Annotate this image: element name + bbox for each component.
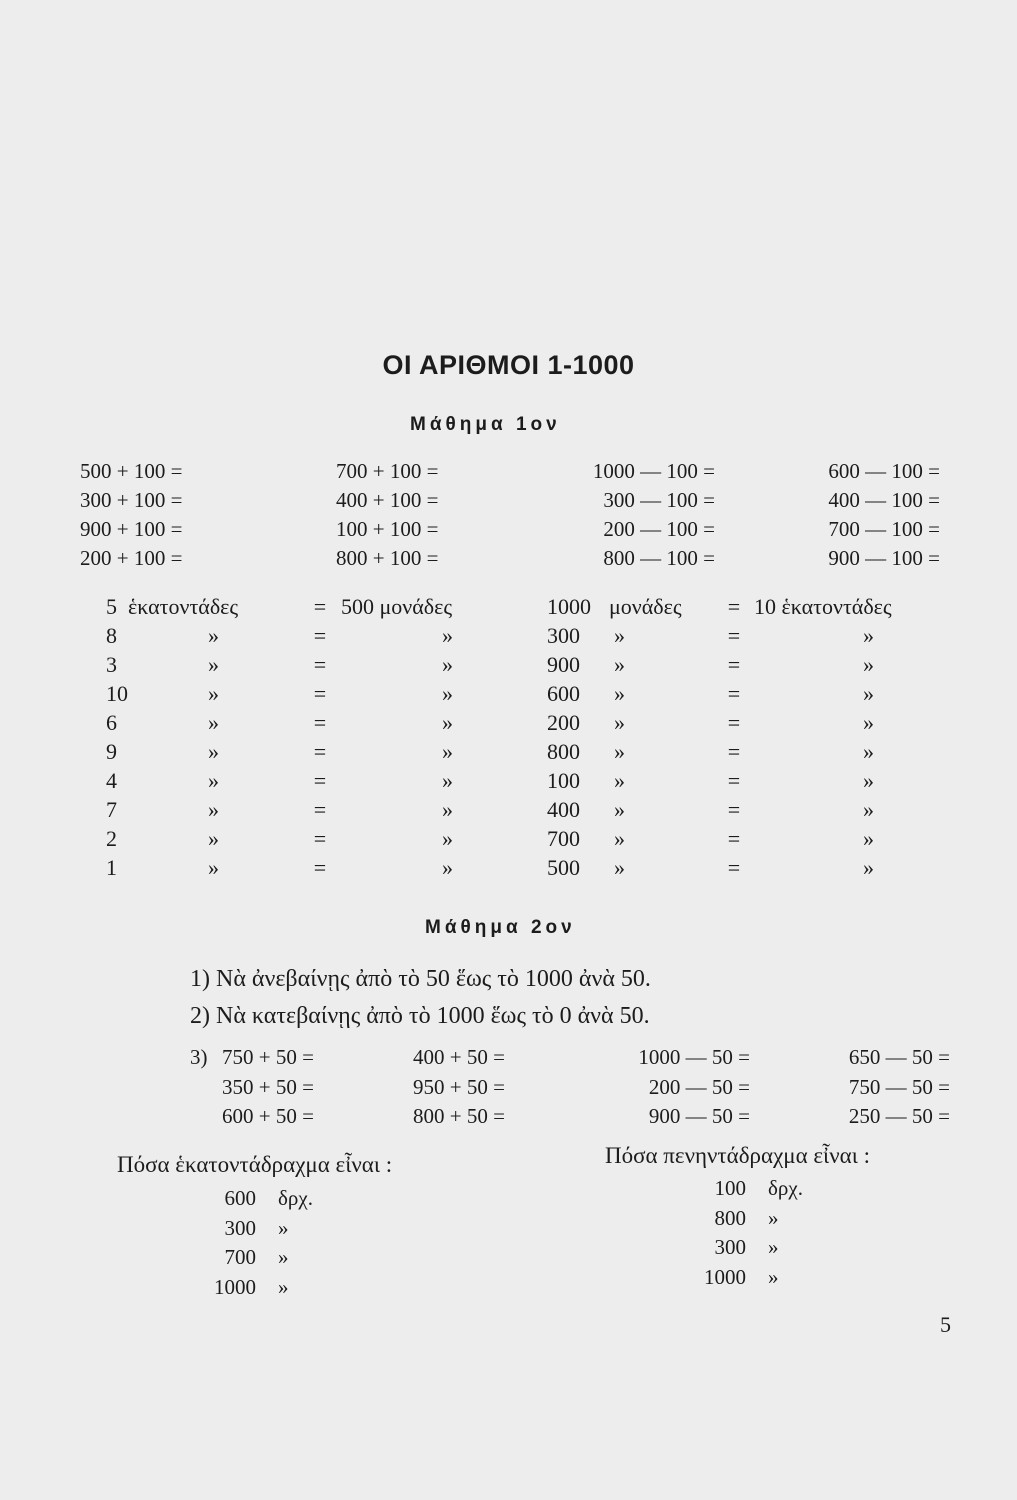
ditto-mark: » <box>208 681 219 706</box>
equals-sign: = <box>727 623 741 648</box>
ditto-mark: » <box>442 768 453 793</box>
equation: 600 + 50 = <box>222 1104 314 1128</box>
equals-sign: = <box>313 739 327 764</box>
amount: 300 <box>224 1215 256 1240</box>
unit-label: ἑκατοντάδες <box>128 594 239 619</box>
equals-sign: = <box>727 652 741 677</box>
units-counts <box>547 592 591 882</box>
hundreds-unit-column <box>128 592 238 621</box>
equation: 250 — 50 = <box>848 1104 950 1128</box>
lesson-1-heading: Μάθημα 1ον <box>410 414 561 435</box>
unit: » <box>768 1205 779 1230</box>
equation: 750 — 50 = <box>848 1074 950 1099</box>
addition-column-2 <box>336 457 438 573</box>
hundreds-ditto-column <box>208 621 219 882</box>
equation: 200 — 50 = <box>648 1074 750 1099</box>
ditto-mark: » <box>863 623 874 648</box>
ditto-mark: » <box>614 681 625 706</box>
subtraction-column-2 <box>790 457 940 573</box>
page-number: 5 <box>940 1312 951 1337</box>
result-label: μονάδες <box>379 594 453 619</box>
count: 5 <box>106 594 117 619</box>
equation: 950 + 50 = <box>413 1074 505 1099</box>
count: 2 <box>106 826 117 851</box>
value: 500 <box>341 594 374 619</box>
equation: 200 — 100 = <box>603 517 715 541</box>
ditto-mark: » <box>614 768 625 793</box>
ditto-mark: » <box>863 710 874 735</box>
equals-sign: = <box>313 768 327 793</box>
equation: 300 — 100 = <box>603 488 715 512</box>
count: 900 <box>547 652 580 677</box>
ditto-mark: » <box>863 797 874 822</box>
unit: » <box>768 1264 779 1289</box>
equals-sign: = <box>313 855 327 880</box>
count: 800 <box>547 739 580 764</box>
ditto-mark: » <box>208 855 219 880</box>
equals-sign: = <box>313 797 327 822</box>
ditto-mark: » <box>442 681 453 706</box>
question-fifty-drachma: Πόσα πενηντάδραχμα εἶναι : <box>605 1143 871 1168</box>
equals-sign: = <box>727 768 741 793</box>
task-3-label: 3) <box>190 1045 208 1069</box>
units-result-ditto-column <box>863 621 874 882</box>
equation: 750 + 50 = <box>222 1045 314 1069</box>
question-hundred-drachma: Πόσα ἑκατοντάδραχμα εἶναι : <box>117 1152 393 1177</box>
equals-sign: = <box>727 797 741 822</box>
count: 400 <box>547 797 580 822</box>
task-2: 2) Νὰ κατεβαίνῃς ἀπὸ τὸ 1000 ἕως τὸ 0 ἀνὰ 50. <box>190 1003 650 1029</box>
ditto-mark: » <box>614 826 625 851</box>
value: 10 <box>754 594 776 619</box>
equation: 1000 — 100 = <box>592 459 715 483</box>
unit: » <box>768 1235 779 1259</box>
unit: » <box>278 1274 289 1299</box>
count: 6 <box>106 710 117 735</box>
units-equals-column <box>716 592 752 882</box>
equation: 700 — 100 = <box>828 517 940 541</box>
hundreds-result-ditto-column <box>442 621 453 882</box>
ditto-mark: » <box>442 826 453 851</box>
count: 100 <box>547 768 580 793</box>
result-label: ἑκατοντάδες <box>781 594 892 619</box>
ditto-mark: » <box>863 652 874 677</box>
equals-sign: = <box>727 826 741 851</box>
ditto-mark: » <box>614 652 625 677</box>
count: 4 <box>106 768 117 793</box>
equals-sign: = <box>313 652 327 677</box>
count: 200 <box>547 710 580 735</box>
right-units <box>768 1174 803 1292</box>
ditto-mark: » <box>614 739 625 764</box>
amount: 600 <box>224 1186 256 1210</box>
count: 600 <box>547 681 580 706</box>
task-3-column-1 <box>222 1043 314 1132</box>
ditto-mark: » <box>208 797 219 822</box>
amount: 1000 <box>214 1274 256 1299</box>
unit-label: μονάδες <box>609 594 682 619</box>
amount: 300 <box>714 1235 746 1259</box>
ditto-mark: » <box>614 797 625 822</box>
unit: δρχ. <box>278 1186 313 1210</box>
equals-sign: = <box>727 710 741 735</box>
equals-sign: = <box>727 681 741 706</box>
count: 1 <box>106 855 117 880</box>
ditto-mark: » <box>614 623 625 648</box>
equals-sign: = <box>313 681 327 706</box>
units-unit-column <box>609 592 682 621</box>
equation: 400 + 100 = <box>336 488 439 512</box>
ditto-mark: » <box>208 652 219 677</box>
count: 8 <box>106 623 117 648</box>
task-3-column-4 <box>790 1043 950 1132</box>
equation: 300 + 100 = <box>80 488 183 512</box>
equals-sign: = <box>313 623 327 648</box>
equation: 800 + 50 = <box>413 1104 505 1128</box>
amount: 100 <box>714 1176 746 1200</box>
count: 3 <box>106 652 117 677</box>
lesson-2-heading: Μάθημα 2ον <box>425 917 576 938</box>
task-1: 1) Νὰ ἀνεβαίνῃς ἀπὸ τὸ 50 ἕως τὸ 1000 ἀνὰ 50. <box>190 966 651 992</box>
equals-sign: = <box>313 710 327 735</box>
task-3-column-3 <box>580 1043 750 1132</box>
equals-sign: = <box>727 855 741 880</box>
equation: 400 + 50 = <box>413 1045 505 1069</box>
right-amounts <box>680 1174 746 1292</box>
count: 7 <box>106 797 117 822</box>
equation: 1000 — 50 = <box>638 1045 750 1069</box>
subtraction-column-1 <box>545 457 715 573</box>
ditto-mark: » <box>863 681 874 706</box>
amount: 700 <box>224 1245 256 1269</box>
task-3-column-2 <box>413 1043 505 1132</box>
ditto-mark: » <box>614 855 625 880</box>
unit: δρχ. <box>768 1176 803 1200</box>
ditto-mark: » <box>863 826 874 851</box>
ditto-mark: » <box>442 855 453 880</box>
left-amounts <box>190 1184 256 1302</box>
equals-sign: = <box>727 594 741 619</box>
equation: 900 — 50 = <box>648 1104 750 1128</box>
unit: » <box>278 1215 289 1240</box>
equation: 700 + 100 = <box>336 459 439 483</box>
ditto-mark: » <box>208 768 219 793</box>
page-title: ΟΙ ΑΡΙΘΜΟΙ 1-1000 <box>382 350 635 380</box>
equation: 900 — 100 = <box>828 546 940 570</box>
left-units <box>278 1184 313 1302</box>
equation: 800 + 100 = <box>336 546 439 570</box>
equation: 200 + 100 = <box>80 546 183 570</box>
addition-column-1 <box>80 457 182 573</box>
unit: » <box>278 1245 289 1269</box>
ditto-mark: » <box>442 739 453 764</box>
count: 500 <box>547 855 580 880</box>
count: 1000 <box>547 594 591 619</box>
equation: 800 — 100 = <box>603 546 715 570</box>
ditto-mark: » <box>208 826 219 851</box>
equation: 500 + 100 = <box>80 459 183 483</box>
ditto-mark: » <box>208 623 219 648</box>
hundreds-equals-column <box>300 592 340 882</box>
count: 10 <box>106 681 128 706</box>
equation: 650 — 50 = <box>848 1045 950 1069</box>
ditto-mark: » <box>442 710 453 735</box>
equation: 600 — 100 = <box>828 459 940 483</box>
amount: 800 <box>714 1205 746 1230</box>
ditto-mark: » <box>863 855 874 880</box>
ditto-mark: » <box>442 797 453 822</box>
count: 700 <box>547 826 580 851</box>
count: 300 <box>547 623 580 648</box>
ditto-mark: » <box>208 710 219 735</box>
equals-sign: = <box>313 826 327 851</box>
equation: 900 + 100 = <box>80 517 183 541</box>
ditto-mark: » <box>614 710 625 735</box>
equation: 350 + 50 = <box>222 1074 314 1099</box>
units-result-header <box>754 592 892 621</box>
units-ditto-column <box>614 621 625 882</box>
ditto-mark: » <box>863 739 874 764</box>
ditto-mark: » <box>208 739 219 764</box>
hundreds-result-header <box>341 592 452 621</box>
equation: 100 + 100 = <box>336 517 439 541</box>
equals-sign: = <box>727 739 741 764</box>
hundreds-counts <box>106 592 128 882</box>
ditto-mark: » <box>442 652 453 677</box>
equals-sign: = <box>313 594 327 619</box>
ditto-mark: » <box>442 623 453 648</box>
count: 9 <box>106 739 117 764</box>
equation: 400 — 100 = <box>828 488 940 512</box>
ditto-mark: » <box>863 768 874 793</box>
amount: 1000 <box>704 1264 746 1289</box>
